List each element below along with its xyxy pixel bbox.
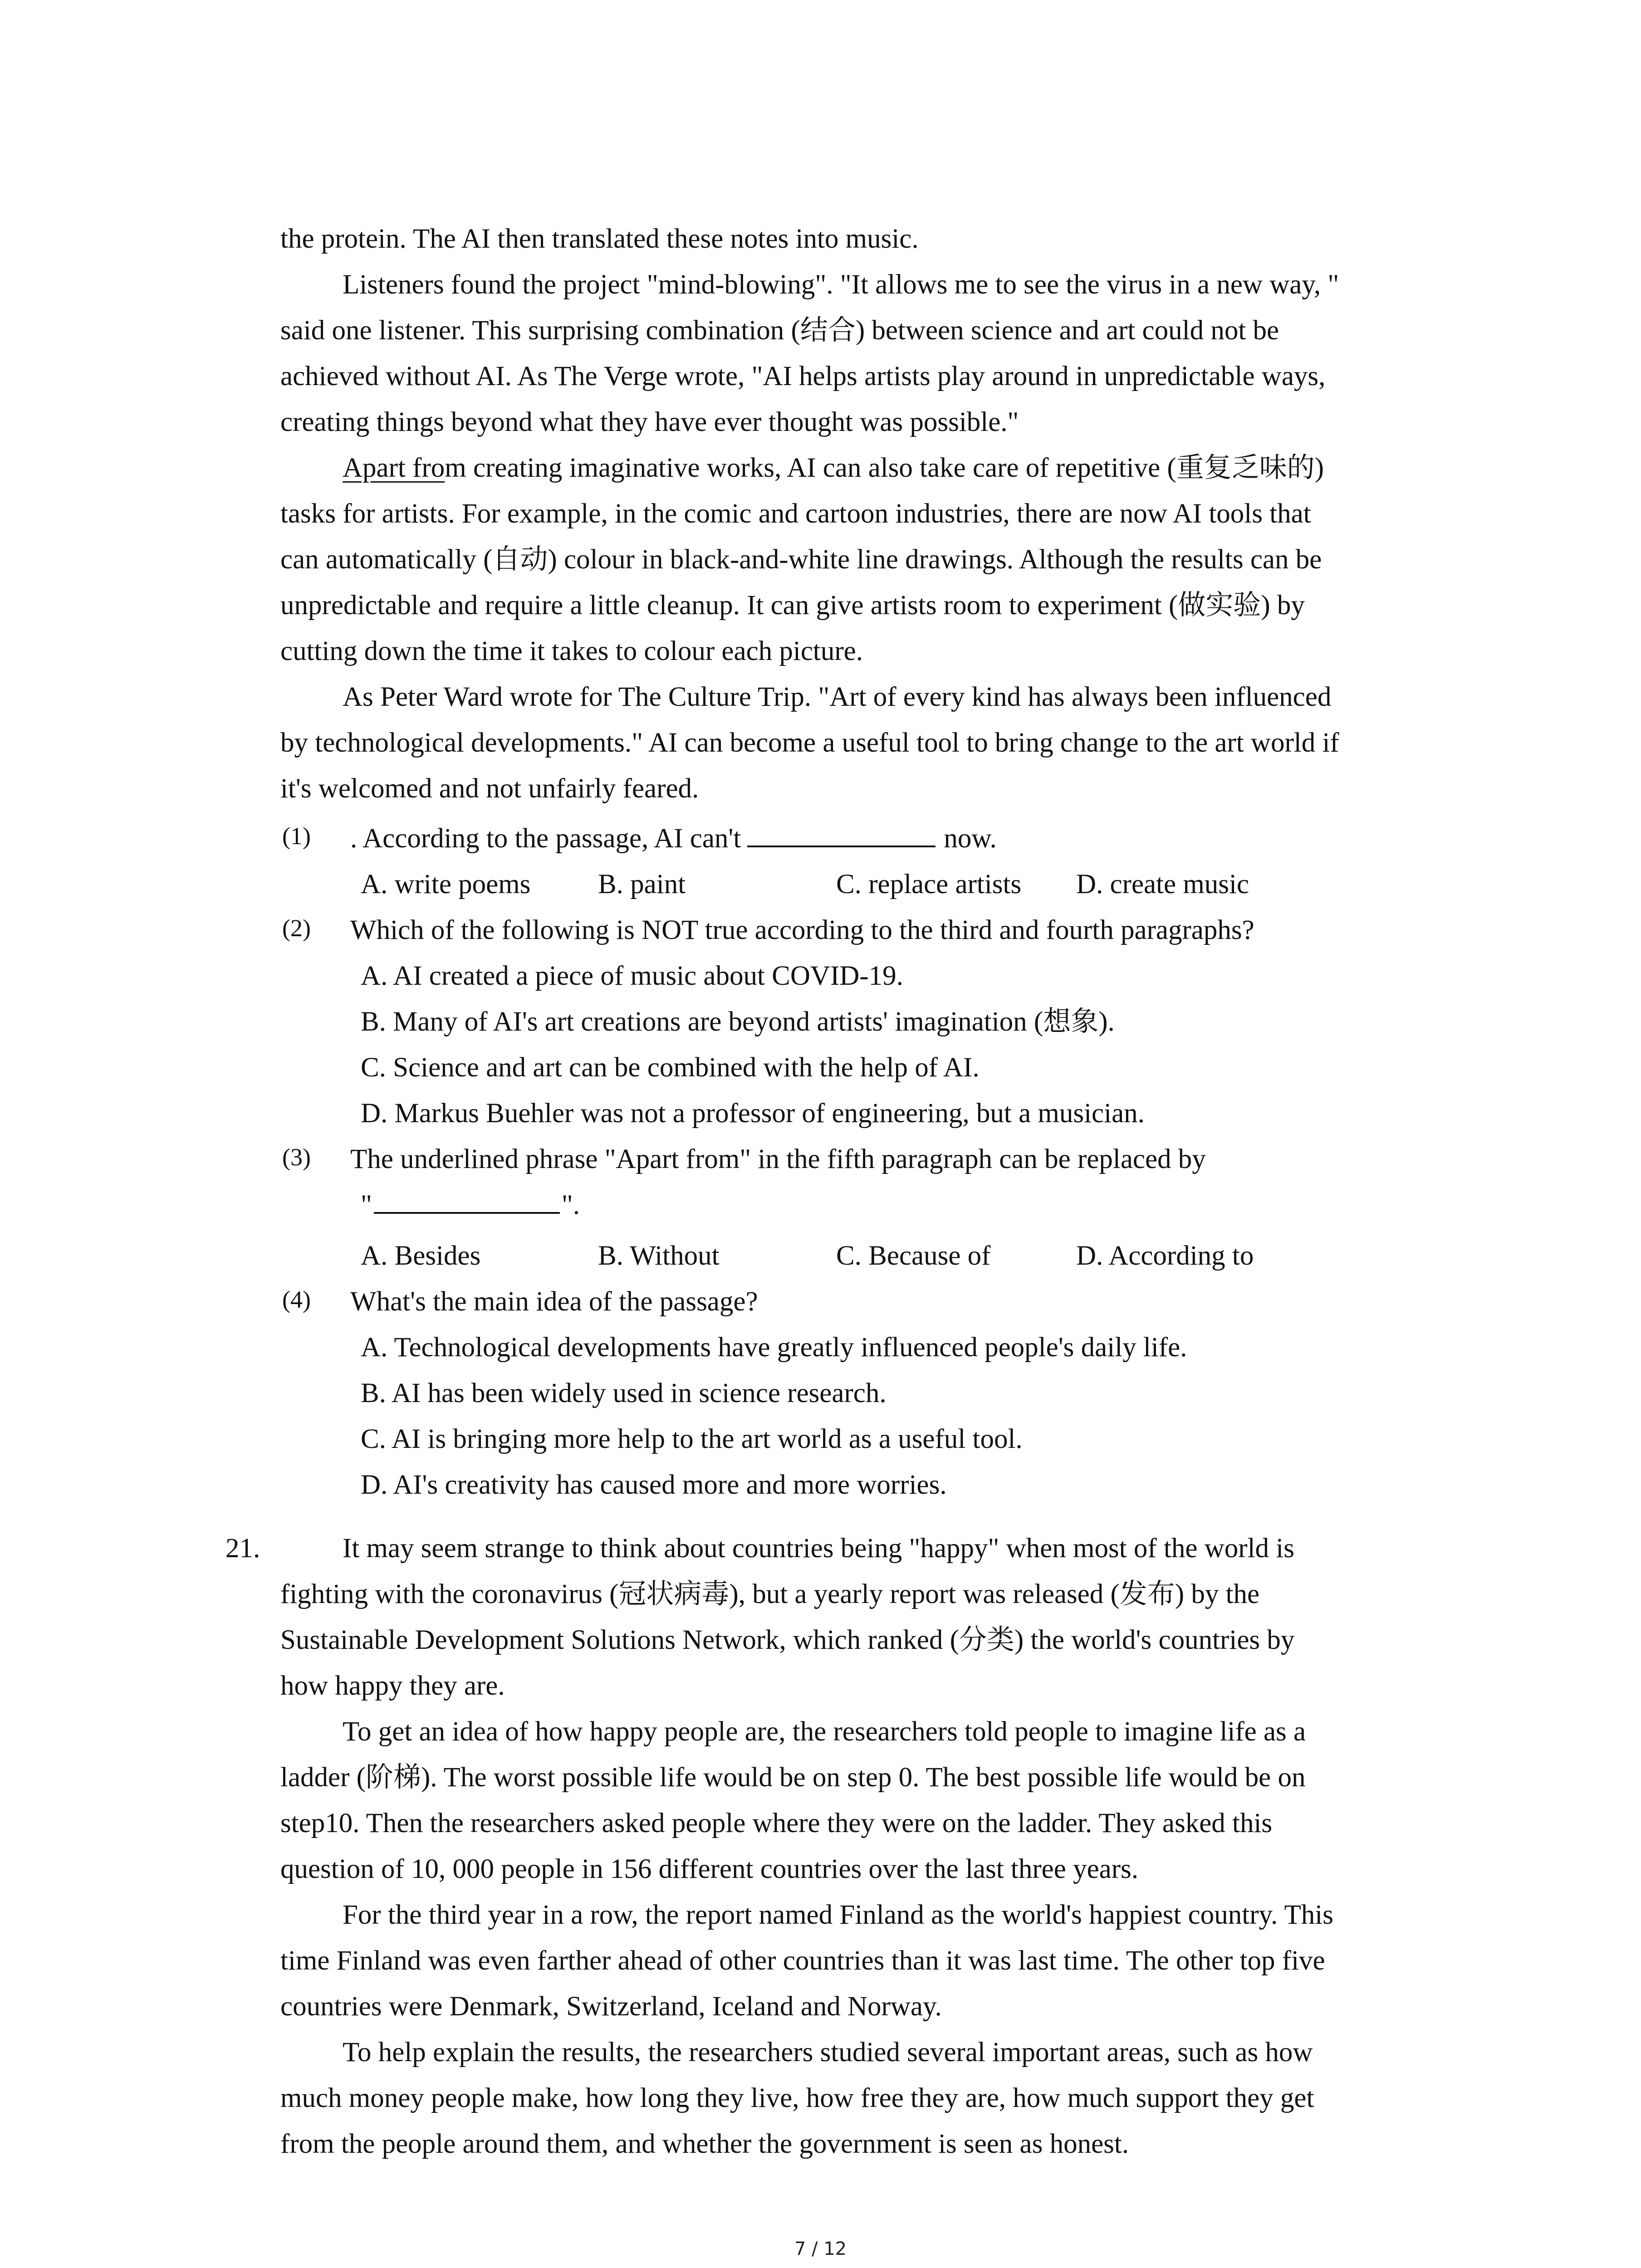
option-a[interactable]: A. AI created a piece of music about COVID-19. [361, 961, 903, 991]
passage-line: by technological developments." AI can become a useful tool to bring change to the art world if [280, 728, 1339, 758]
passage-line: the protein. The AI then translated these notes into music. [280, 224, 919, 254]
passage-line: As Peter Ward wrote for The Culture Trip. "Art of every kind has always been influenced [343, 682, 1332, 712]
quote-close: ". [561, 1190, 580, 1220]
passage-line: Listeners found the project "mind-blowing". "It allows me to see the virus in a new way, " [343, 269, 1339, 300]
quote-open: " [361, 1190, 372, 1220]
passage-line [343, 445, 1324, 491]
passage-line: question of 10, 000 people in 156 different countries over the last three years. [280, 1854, 1139, 1884]
passage-line: countries were Denmark, Switzerland, Iceland and Norway. [280, 1991, 942, 2022]
option-a[interactable]: A. write poems [361, 869, 531, 899]
passage-line: For the third year in a row, the report named Finland as the world's happiest country. This [343, 1900, 1333, 1930]
passage-line: from the people around them, and whether the government is seen as honest. [280, 2129, 1129, 2159]
question-number: (3) [282, 1144, 311, 1171]
option-d[interactable]: D. AI's creativity has caused more and more worries. [361, 1470, 947, 1500]
question-blank-line [361, 1182, 580, 1228]
passage-line: Sustainable Development Solutions Network, which ranked (分类) the world's countries by [280, 1625, 1295, 1655]
passage-line: cutting down the time it takes to colour each picture. [280, 636, 863, 666]
page-number: 7 / 12 [794, 2239, 847, 2259]
question-stem: . According to the passage, AI can't [350, 823, 741, 854]
passage-line: said one listener. This surprising combination (结合) between science and art could not be [280, 315, 1279, 346]
option-b[interactable]: B. paint [598, 869, 686, 899]
option-d[interactable]: D. According to [1076, 1241, 1254, 1271]
passage-line: time Finland was even farther ahead of other countries than it was last time. The other top five [280, 1945, 1325, 1976]
passage-line: can automatically (自动) colour in black-and-white line drawings. Although the results can be [280, 544, 1322, 575]
answer-blank[interactable] [747, 822, 936, 847]
question-number: (4) [282, 1286, 311, 1313]
option-c[interactable]: C. replace artists [836, 869, 1022, 899]
passage-line: step10. Then the researchers asked people where they were on the ladder. They asked this [280, 1808, 1273, 1838]
option-c[interactable]: C. Science and art can be combined with the help of AI. [361, 1052, 980, 1083]
passage-line: unpredictable and require a little cleanup. It can give artists room to experiment (做实验) by [280, 590, 1305, 621]
option-d[interactable]: D. Markus Buehler was not a professor of engineering, but a musician. [361, 1098, 1145, 1129]
question-text [350, 816, 997, 862]
passage-line: ladder (阶梯). The worst possible life would be on step 0. The best possible life would be on [280, 1762, 1306, 1793]
question-text: The underlined phrase "Apart from" in the fifth paragraph can be replaced by [350, 1144, 1206, 1174]
passage-line: tasks for artists. For example, in the comic and cartoon industries, there are now AI tools that [280, 499, 1311, 529]
option-b[interactable]: B. AI has been widely used in science research. [361, 1378, 887, 1408]
passage-line: To help explain the results, the researchers studied several important areas, such as how [343, 2037, 1313, 2068]
passage-line: much money people make, how long they live, how free they are, how much support they get [280, 2083, 1314, 2113]
option-b[interactable]: B. Without [598, 1241, 720, 1271]
passage-line: It may seem strange to think about countries being "happy" when most of the world is [343, 1533, 1294, 1564]
passage-line: achieved without AI. As The Verge wrote, "AI helps artists play around in unpredictable ways, [280, 361, 1326, 391]
question-text: Which of the following is NOT true according to the third and fourth paragraphs? [350, 915, 1254, 945]
answer-blank[interactable] [374, 1188, 560, 1214]
question-text: What's the main idea of the passage? [350, 1286, 758, 1317]
option-c[interactable]: C. AI is bringing more help to the art world as a useful tool. [361, 1424, 1023, 1454]
passage-line-text: m creating imaginative works, AI can also take care of repetitive (重复乏味的) [445, 453, 1324, 483]
passage-line: how happy they are. [280, 1671, 505, 1701]
option-b[interactable]: B. Many of AI's art creations are beyond artists' imagination (想象). [361, 1007, 1115, 1037]
passage-line: fighting with the coronavirus (冠状病毒), but a yearly report was released (发布) by the [280, 1579, 1260, 1609]
option-a[interactable]: A. Technological developments have greatly influenced people's daily life. [361, 1332, 1187, 1363]
passage-line: creating things beyond what they have ever thought was possible." [280, 407, 1019, 437]
question-number: (2) [282, 914, 311, 942]
question-number: (1) [282, 822, 311, 850]
passage-line: To get an idea of how happy people are, the researchers told people to imagine life as a [343, 1716, 1306, 1747]
option-a[interactable]: A. Besides [361, 1241, 481, 1271]
question-21-number: 21. [225, 1533, 260, 1564]
passage-line: it's welcomed and not unfairly feared. [280, 773, 699, 804]
underlined-phrase: Apart fro [343, 453, 445, 483]
option-c[interactable]: C. Because of [836, 1241, 991, 1271]
question-stem-end: now. [944, 823, 997, 854]
option-d[interactable]: D. create music [1076, 869, 1249, 899]
